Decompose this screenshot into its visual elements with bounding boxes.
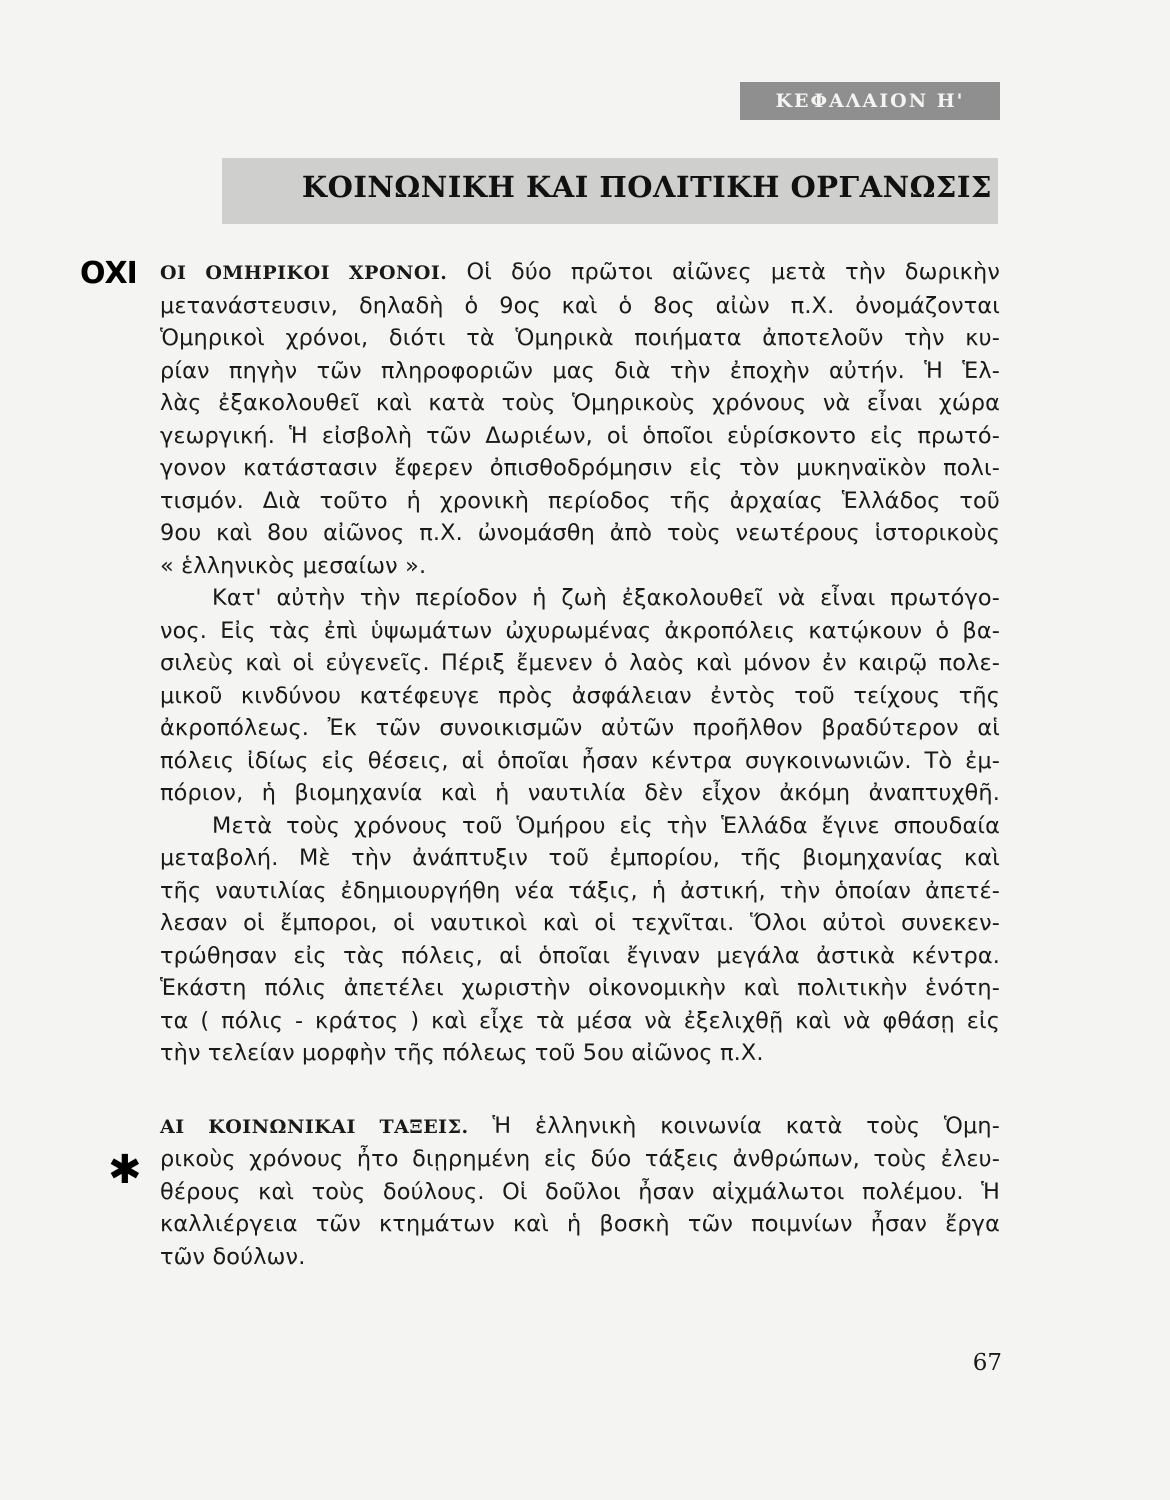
text-line: Κατ' αὐτὴν τὴν περίοδον ἡ ζωὴ ἐξακολουθεῖ νὰ εἶναι πρωτόγο-: [212, 585, 1000, 611]
text-line: θέρους καὶ τοὺς δούλους. Οἱ δοῦλοι ἦσαν αἰχμάλωτοι πολέμου. Ἡ: [160, 1178, 1000, 1205]
body-text: [160, 256, 1000, 1273]
text-line: μικοῦ κινδύνου κατέφευγε πρὸς ἀσφάλειαν ἐντὸς τοῦ τείχους τῆς: [160, 682, 1000, 709]
section-heading: ΟΙ ΟΜΗΡΙΚΟΙ ΧΡΟΝΟΙ.: [160, 262, 448, 284]
text-line: τα ( πόλις - κράτος ) καὶ εἶχε τὰ μέσα νὰ ἐξελιχθῇ καὶ νὰ φθάσῃ εἰς: [160, 1007, 1000, 1034]
text-line: ἀκροπόλεως. Ἐκ τῶν συνοικισμῶν αὐτῶν προῆλθον βραδύτερον αἱ: [160, 715, 1000, 741]
text-line: τῆς ναυτιλίας ἐδημιουργήθη νέα τάξις, ἡ ἀστική, τὴν ὁποίαν ἀπετέ-: [160, 877, 1000, 904]
text-line: γεωργική. Ἡ εἰσβολὴ τῶν Δωριέων, οἱ ὁποῖοι εὑρίσκοντο εἰς πρωτό-: [160, 422, 1000, 449]
page-title: ΚΟΙΝΩΝΙΚΗ ΚΑΙ ΠΟΛΙΤΙΚΗ ΟΡΓΑΝΩΣΙΣ: [301, 170, 992, 204]
text-line: μεταβολή. Μὲ τὴν ἀνάπτυξιν τοῦ ἐμπορίου, τῆς βιομηχανίας καὶ: [160, 845, 1000, 871]
text-line: σιλεὺς καὶ οἱ εὐγενεῖς. Πέριξ ἔμενεν ὁ λαὸς καὶ μόνον ἐν καιρῷ πολε-: [160, 650, 1000, 676]
chapter-label: ΚΕΦΑΛΑΙΟΝ Η': [740, 82, 1000, 120]
text-line: Ὁμηρικοὶ χρόνοι, διότι τὰ Ὁμηρικὰ ποιήματα ἀποτελοῦν τὴν κυ-: [160, 325, 1000, 351]
text-line: Ἑκάστη πόλις ἀπετέλει χωριστὴν οἰκονομικὴν καὶ πολιτικὴν ἑνότη-: [160, 975, 1000, 1001]
text-line: γονον κατάστασιν ἔφερεν ὀπισθοδρόμησιν εἰς τὸν μυκηναϊκὸν πολι-: [160, 455, 1000, 481]
text-line: τρώθησαν εἰς τὰς πόλεις, αἱ ὁποῖαι ἔγιναν μεγάλα ἀστικὰ κέντρα.: [160, 942, 1000, 969]
text-line: Μετὰ τοὺς χρόνους τοῦ Ὁμήρου εἰς τὴν Ἑλλάδα ἔγινε σπουδαία: [212, 812, 1000, 839]
section-first-line: ΟΙ ΟΜΗΡΙΚΟΙ ΧΡΟΝΟΙ. Οἱ δύο πρῶτοι αἰῶνες μετὰ τὴν δωρικὴν: [160, 259, 1000, 285]
section-first-line: ΑΙ ΚΟΙΝΩΝΙΚΑΙ ΤΑΞΕΙΣ. Ἡ ἑλληνικὴ κοινωνία κατὰ τοὺς Ὁμη-: [160, 1112, 1000, 1139]
page-number: 67: [972, 1350, 1002, 1376]
text-line: 9ου καὶ 8ου αἰῶνος π.Χ. ὠνομάσθη ἀπὸ τοὺς νεωτέρους ἱστορικοὺς: [160, 520, 1000, 546]
text-line: ρίαν πηγὴν τῶν πληροφοριῶν μας διὰ τὴν ἐποχὴν αὐτήν. Ἡ Ἑλ-: [160, 357, 1000, 384]
handwritten-margin-note: ΟΧΙ: [80, 256, 137, 291]
text-line: πόριον, ἡ βιομηχανία καὶ ἡ ναυτιλία δὲν εἶχον ἀκόμη ἀναπτυχθῆ.: [160, 780, 1000, 806]
text-line: « ἑλληνικὸς μεσαίων ».: [160, 552, 427, 579]
section-gap: [160, 1070, 1000, 1110]
text-line: τὴν τελείαν μορφὴν τῆς πόλεως τοῦ 5ου αἰῶνος π.Χ.: [160, 1040, 764, 1066]
section-heading: ΑΙ ΚΟΙΝΩΝΙΚΑΙ ΤΑΞΕΙΣ.: [160, 1115, 469, 1138]
text-line: πόλεις ἰδίως εἰς θέσεις, αἱ ὁποῖαι ἦσαν κέντρα συγκοινωνιῶν. Τὸ ἐμ-: [160, 747, 1000, 774]
text-line: λὰς ἐξακολουθεῖ καὶ κατὰ τοὺς Ὁμηρικοὺς χρόνους νὰ εἶναι χώρα: [160, 390, 1000, 416]
text-line: τῶν δούλων.: [160, 1243, 306, 1270]
text-line: τισμόν. Διὰ τοῦτο ἡ χρονικὴ περίοδος τῆς ἀρχαίας Ἑλλάδος τοῦ: [160, 487, 1000, 514]
text-line: νος. Εἰς τὰς ἐπὶ ὑψωμάτων ὠχυρωμένας ἀκροπόλεις κατῴκουν ὁ βα-: [160, 617, 1000, 644]
text-line: καλλιέργεια τῶν κτημάτων καὶ ἡ βοσκὴ τῶν ποιμνίων ἦσαν ἔργα: [160, 1211, 1000, 1237]
text-line: μετανάστευσιν, δηλαδὴ ὁ 9ος καὶ ὁ 8ος αἰὼν π.Χ. ὀνομάζονται: [160, 292, 1000, 319]
text-line: λεσαν οἱ ἔμποροι, οἱ ναυτικοὶ καὶ οἱ τεχνῖται. Ὅλοι αὐτοὶ συνεκεν-: [160, 910, 1000, 936]
text-line: ρικοὺς χρόνους ἦτο διῃρημένη εἰς δύο τάξεις ἀνθρώπων, τοὺς ἐλευ-: [160, 1146, 1000, 1172]
asterisk-icon: ✱: [108, 1147, 142, 1193]
